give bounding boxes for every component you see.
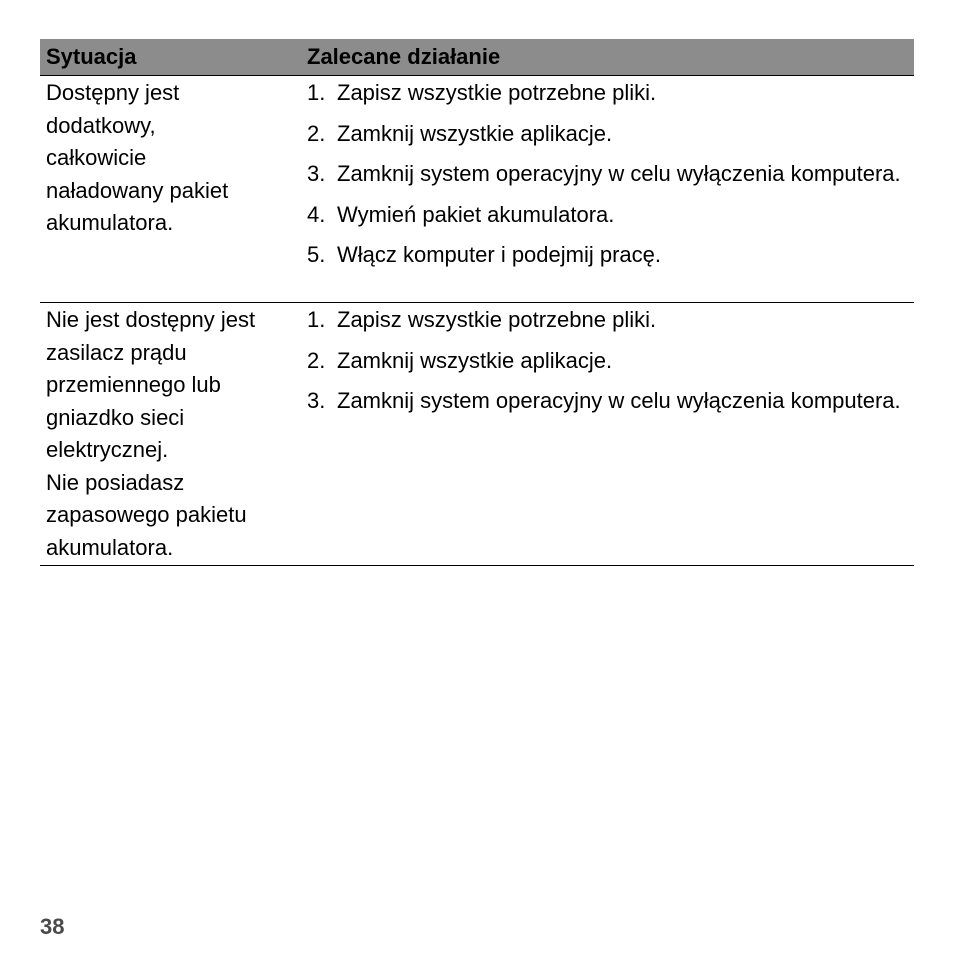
step-number: 1. [307, 80, 326, 105]
situation-line: przemiennego lub [46, 372, 221, 397]
situation-line: elektrycznej. [46, 437, 169, 462]
situation-line: zapasowego pakietu [46, 502, 247, 527]
step-number: 3. [307, 388, 326, 413]
action-step [307, 77, 908, 110]
power-situation-table [40, 39, 914, 566]
table-header-row [40, 39, 914, 76]
situation-line: Nie jest dostępny jest [46, 307, 256, 332]
step-text: Zapisz wszystkie potrzebne pliki. [337, 307, 657, 332]
action-step [307, 158, 908, 191]
action-step [307, 199, 908, 232]
table-row [40, 303, 914, 566]
step-text: Zapisz wszystkie potrzebne pliki. [337, 80, 657, 105]
situation-cell [40, 76, 307, 302]
step-text: Zamknij wszystkie aplikacje. [337, 347, 613, 373]
situation-line: całkowicie [46, 145, 147, 170]
situation-line: zasilacz prądu [46, 339, 187, 365]
situation-line: Nie posiadasz [46, 469, 185, 495]
step-number: 2. [307, 120, 326, 146]
action-step [307, 385, 908, 418]
step-number: 4. [307, 201, 326, 227]
situation-line: naładowany pakiet [46, 177, 229, 203]
step-text: Włącz komputer i podejmij pracę. [337, 242, 662, 267]
action-step [307, 345, 908, 378]
step-text: Zamknij system operacyjny w celu wyłączenia komputera. [337, 161, 901, 186]
table-row [40, 76, 914, 303]
action-step [307, 304, 908, 337]
situation-line: akumulatora. [46, 210, 174, 235]
header-situation: Sytuacja [46, 44, 137, 69]
action-cell [307, 76, 914, 302]
situation-line: dodatkowy, [46, 112, 156, 138]
step-number: 5. [307, 242, 326, 267]
step-number: 1. [307, 307, 326, 332]
situation-line: gniazdko sieci [46, 404, 185, 430]
situation-line: Dostępny jest [46, 80, 180, 105]
step-text: Wymień pakiet akumulatora. [337, 201, 615, 227]
situation-line: akumulatora. [46, 534, 174, 560]
action-step [307, 118, 908, 151]
situation-cell [40, 303, 307, 565]
page-number: 38 [40, 914, 65, 939]
step-number: 2. [307, 347, 326, 373]
action-step [307, 239, 908, 272]
step-text: Zamknij wszystkie aplikacje. [337, 120, 613, 146]
step-text: Zamknij system operacyjny w celu wyłączenia komputera. [337, 388, 901, 413]
step-number: 3. [307, 161, 326, 186]
action-cell [307, 303, 914, 565]
header-recommended-action: Zalecane działanie [307, 44, 501, 69]
